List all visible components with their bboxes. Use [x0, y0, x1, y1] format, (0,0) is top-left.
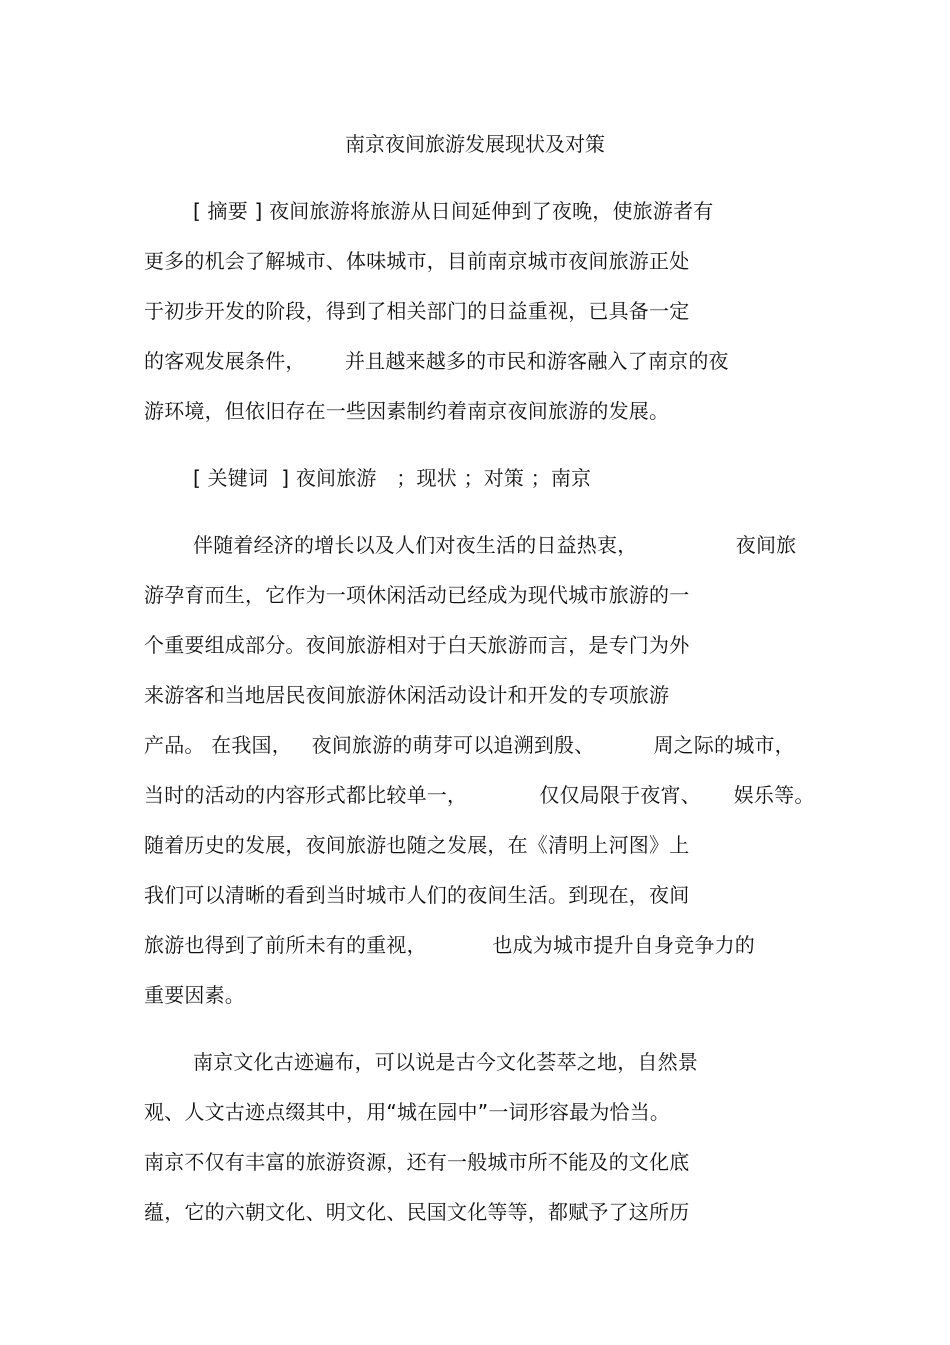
paragraph-1-line-10: 重要因素。 — [144, 983, 245, 1007]
paragraph-2-line-2: 观、人文古迹点缀其中，用“城在园中”一词形容最为恰当。 — [144, 1100, 671, 1124]
paragraph-2-line-4: 蕴，它的六朝文化、明文化、民国文化等等，都赋予了这所历 — [144, 1200, 690, 1224]
keywords-line: [ 关键词 ] 夜间旅游 ；现状 ；对策 ；南京 — [193, 466, 592, 490]
paragraph-1-line-7: 随着历史的发展，夜间旅游也随之发展，在《清明上河图》上 — [144, 833, 690, 857]
paragraph-1-line-8: 我们可以清晰的看到当时城市人们的夜间生活。到现在，夜间 — [144, 883, 690, 907]
abstract-line-2: 更多的机会了解城市、体味城市，目前南京城市夜间旅游正处 — [144, 249, 690, 273]
paragraph-1-line-3: 个重要组成部分。夜间旅游相对于白天旅游而言，是专门为外 — [144, 633, 690, 657]
document-title: 南京夜间旅游发展现状及对策 — [345, 132, 605, 156]
paragraph-1-line-6: 当时的活动的内容形式都比较单一， 仅仅局限于夜宵、 娱乐等。 — [144, 783, 815, 807]
paragraph-1-line-5: 产品。 在我国， 夜间旅游的萌芽可以追溯到殷、 周之际的城市， — [144, 733, 795, 757]
paragraph-2-line-3: 南京不仅有丰富的旅游资源，还有一般城市所不能及的文化底 — [144, 1150, 690, 1174]
paragraph-1-line-2: 游孕育而生，它作为一项休闲活动已经成为现代城市旅游的一 — [144, 583, 690, 607]
paragraph-1-line-9: 旅游也得到了前所未有的重视， 也成为城市提升自身竞争力的 — [144, 933, 755, 957]
paragraph-1-line-1: 伴随着经济的增长以及人们对夜生活的日益热衷， 夜间旅 — [193, 533, 797, 557]
abstract-line-4: 的客观发展条件， 并且越来越多的市民和游客融入了南京的夜 — [144, 349, 729, 373]
abstract-line-5: 游环境，但依旧存在一些因素制约着南京夜间旅游的发展。 — [144, 399, 670, 423]
abstract-line-3: 于初步开发的阶段，得到了相关部门的日益重视，已具备一定 — [144, 299, 690, 323]
abstract-line-1: [ 摘要 ] 夜间旅游将旅游从日间延伸到了夜晚，使旅游者有 — [193, 199, 714, 223]
paragraph-2-line-1: 南京文化古迹遍布，可以说是古今文化荟萃之地，自然景 — [193, 1050, 698, 1074]
paragraph-1-line-4: 来游客和当地居民夜间旅游休闲活动设计和开发的专项旅游 — [144, 683, 670, 707]
